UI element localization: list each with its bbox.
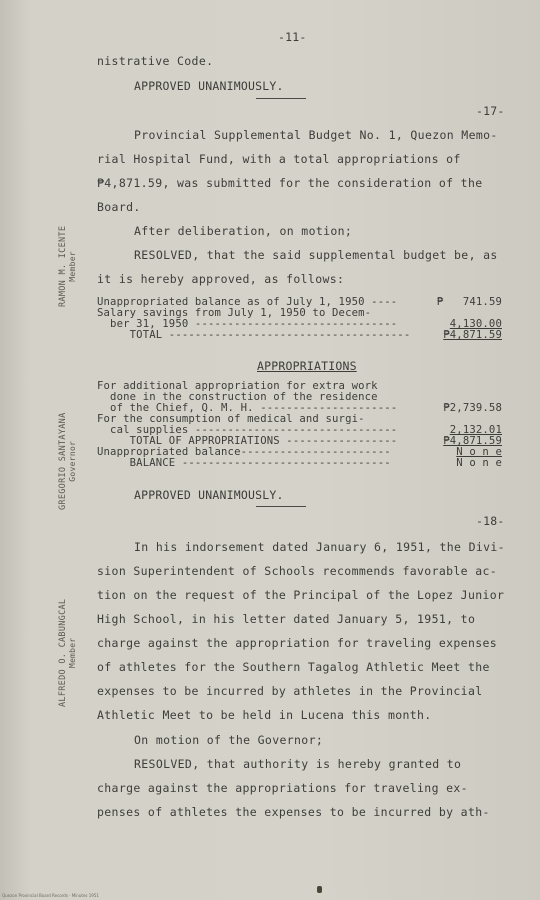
item18-line: High School, in his letter dated January 5, 1951, to xyxy=(97,612,476,626)
item17-line: ₱4,871.59, was submitted for the consideration of the xyxy=(97,176,483,190)
item18-line: Athletic Meet to be held in Lucena this month. xyxy=(97,708,432,722)
item17-line: rial Hospital Fund, with a total appropriations of xyxy=(97,152,461,166)
item17-line: After deliberation, on motion; xyxy=(134,224,353,238)
signature-role: Member xyxy=(68,251,77,282)
item17-line: Board. xyxy=(97,200,141,214)
item18-line: of athletes for the Southern Tagalog Athletic Meet the xyxy=(97,660,490,674)
appropriation-label: cal supplies ------------------------------- xyxy=(97,424,398,436)
unappropriated-balance-label: Unappropriated balance----------------------- xyxy=(97,446,391,458)
item18-line: sion Superintendent of Schools recommends favorable ac- xyxy=(97,564,498,578)
appropriations-heading: APPROPRIATIONS xyxy=(257,359,357,373)
ink-mark xyxy=(317,886,322,893)
appropriation-amount: 2,132.01 xyxy=(449,424,502,436)
budget-amount: 4,130.00 xyxy=(449,318,502,330)
separator xyxy=(256,506,306,507)
appropriation-label: of the Chief, Q. M. H. --------------------- xyxy=(97,402,398,414)
margin-signature xyxy=(58,599,77,707)
item18-line: expenses to be incurred by athletes in the Provincial xyxy=(97,684,483,698)
item18-line: In his indorsement dated January 6, 1951, the Divi- xyxy=(134,540,505,554)
budget-total-label: TOTAL ------------------------------------- xyxy=(97,329,411,341)
appropriations-total-amount: ₱4,871.59 xyxy=(443,435,502,447)
footer-caption: Quezon Provincial Board Records · Minutes 1951 xyxy=(2,893,99,898)
budget-total-amount: ₱4,871.59 xyxy=(443,329,502,341)
page-number: -11- xyxy=(278,30,307,44)
item17-line: it is hereby approved, as follows: xyxy=(97,272,345,286)
item18-line: On motion of the Governor; xyxy=(134,733,324,747)
separator xyxy=(256,98,306,99)
balance-amount: N o n e xyxy=(456,457,502,469)
budget-label: Salary savings from July 1, 1950 to Decem- xyxy=(97,307,372,319)
appropriation-label: done in the construction of the residence xyxy=(97,391,378,403)
signature-role: Governor xyxy=(68,440,77,482)
item17-line: RESOLVED, that the said supplemental budget be, as xyxy=(134,248,498,262)
appropriation-amount: ₱2,739.58 xyxy=(443,402,502,414)
margin-signature xyxy=(58,226,77,307)
item18-line: charge against the appropriations for traveling ex- xyxy=(97,781,468,795)
signature-role: Member xyxy=(68,637,77,669)
margin-signature xyxy=(58,412,77,510)
item-number-17: -17- xyxy=(476,104,505,118)
budget-label: ber 31, 1950 ------------------------------- xyxy=(97,318,398,330)
approved-unanimously-2: APPROVED UNANIMOUSLY. xyxy=(134,488,284,502)
continued-text: nistrative Code. xyxy=(97,54,214,68)
item18-line: penses of athletes the expenses to be incurred by ath- xyxy=(97,805,490,819)
budget-label: Unappropriated balance as of July 1, 1950 ---- xyxy=(97,296,404,308)
appropriations-total-label: TOTAL OF APPROPRIATIONS ----------------- xyxy=(97,435,398,447)
balance-label: BALANCE -------------------------------- xyxy=(97,457,391,469)
item-number-18: -18- xyxy=(476,514,505,528)
signature-name: RAMON M. ICENTE xyxy=(58,225,68,307)
signature-name: ALFREDO O. CABUNGCAL xyxy=(58,598,68,707)
appropriation-label: For the consumption of medical and surgi- xyxy=(97,413,365,425)
item17-line: Provincial Supplemental Budget No. 1, Quezon Memo- xyxy=(134,128,498,142)
unappropriated-balance-amount: N o n e xyxy=(456,446,502,458)
budget-amount: ₱ 741.59 xyxy=(436,296,502,308)
approved-unanimously-1: APPROVED UNANIMOUSLY. xyxy=(134,79,284,93)
item18-line: RESOLVED, that authority is hereby granted to xyxy=(134,757,462,771)
appropriation-label: For additional appropriation for extra work xyxy=(97,380,378,392)
item18-line: tion on the request of the Principal of the Lopez Junior xyxy=(97,588,505,602)
item18-line: charge against the appropriation for traveling expenses xyxy=(97,636,498,650)
signature-name: GREGORIO SANTAYANA xyxy=(58,412,68,510)
